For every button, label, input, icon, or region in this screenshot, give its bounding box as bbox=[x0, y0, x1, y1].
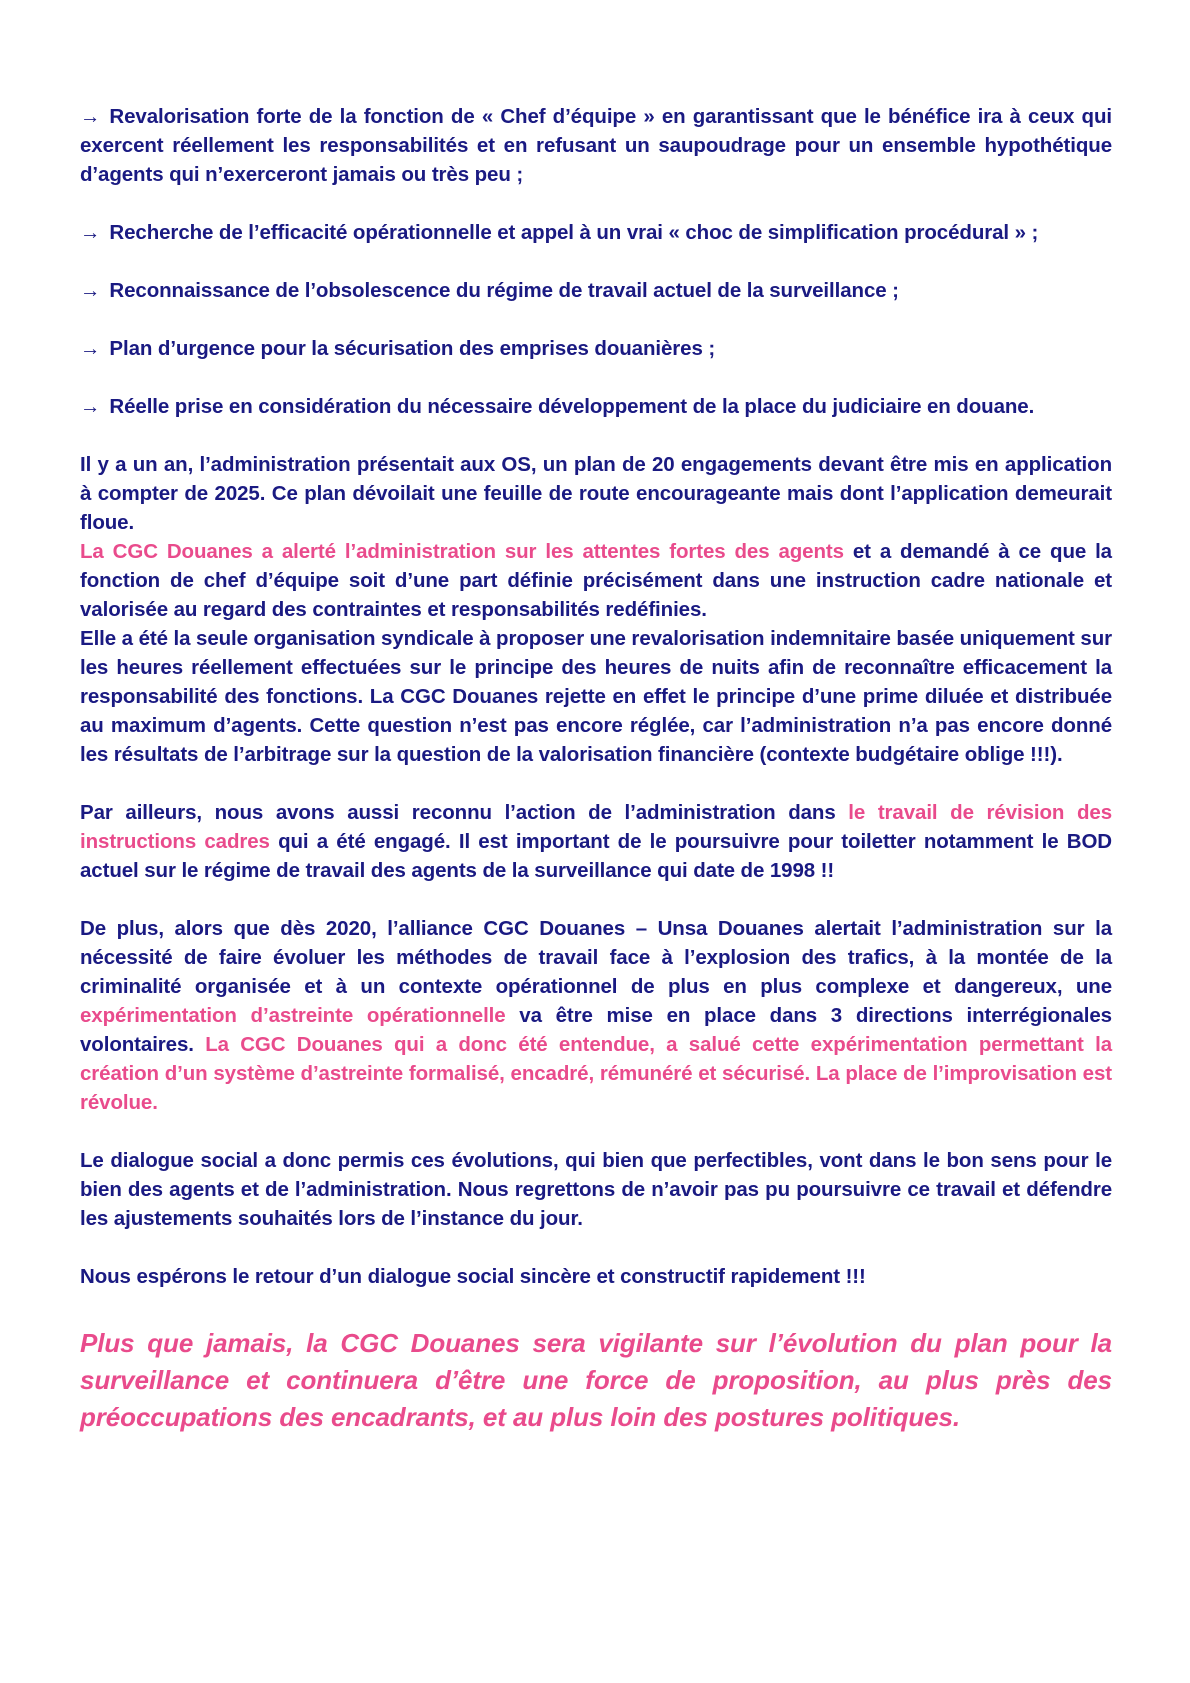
bullet-text: Réelle prise en considération du nécessaire développement de la place du judiciaire en douane. bbox=[109, 395, 1035, 418]
closing-statement bbox=[80, 1325, 1112, 1436]
text-run: va être mise en place dans 3 directions interrégionales volontaires. bbox=[80, 1004, 1112, 1056]
paragraph-dialogue bbox=[80, 1146, 1112, 1233]
paragraph-indemnity bbox=[80, 624, 1112, 769]
paragraph-alert bbox=[80, 537, 1112, 624]
bullet-text: Reconnaissance de l’obsolescence du régime de travail actuel de la surveillance ; bbox=[109, 279, 899, 302]
arrow-bullet-icon: → bbox=[80, 395, 101, 418]
text-run: Le dialogue social a donc permis ces évolutions, qui bien que perfectibles, vont dans le bon sens pour le bien des agents et de l’administration. Nous regrettons de n’avoir pas pu poursuivre ce travail et défendre les ajustements souhaités lors de l’instance du jour. bbox=[80, 1149, 1112, 1230]
text-run-closing: Plus que jamais, la CGC Douanes sera vigilante sur l’évolution du plan pour la surveillance et continuera d’être une force de proposition, au plus près des préoccupations des encadrants, et au plus loin des postures politiques. bbox=[80, 1328, 1112, 1432]
paragraph-espoir bbox=[80, 1262, 1112, 1291]
text-run: qui a été engagé. Il est important de le poursuivre pour toiletter notamment le BOD actuel sur le régime de travail des agents de la surveillance qui date de 1998 !! bbox=[80, 830, 1113, 882]
arrow-bullet-icon: → bbox=[80, 105, 101, 128]
arrow-bullet-icon: → bbox=[80, 221, 101, 244]
bullet-item bbox=[80, 334, 1112, 363]
text-run-highlight: La CGC Douanes a alerté l’administration sur les attentes fortes des agents bbox=[80, 540, 844, 563]
bullet-item bbox=[80, 218, 1112, 247]
arrow-bullet-icon: → bbox=[80, 337, 101, 360]
bullet-text: Plan d’urgence pour la sécurisation des emprises douanières ; bbox=[109, 337, 716, 360]
paragraph-intro bbox=[80, 450, 1112, 537]
text-run: Il y a un an, l’administration présentait aux OS, un plan de 20 engagements devant être mis en application à compter de 2025. Ce plan dévoilait une feuille de route encourageante mais dont l’application demeurait floue. bbox=[80, 453, 1112, 534]
paragraph-astreinte bbox=[80, 914, 1112, 1117]
bullet-text: Recherche de l’efficacité opérationnelle et appel à un vrai « choc de simplification procédural » ; bbox=[109, 221, 1039, 244]
arrow-bullet-icon: → bbox=[80, 279, 101, 302]
text-run-highlight: expérimentation d’astreinte opérationnelle bbox=[80, 1004, 506, 1027]
text-run: De plus, alors que dès 2020, l’alliance CGC Douanes – Unsa Douanes alertait l’administration sur la nécessité de faire évoluer les méthodes de travail face à l’explosion des trafics, à la montée de la criminalité organisée et à un contexte opérationnel de plus en plus complexe et dangereux, une bbox=[80, 917, 1112, 998]
bullet-item bbox=[80, 102, 1112, 189]
text-run-highlight: La CGC Douanes qui a donc été entendue, a salué cette expérimentation permettant la création d’un système d’astreinte formalisé, encadré, rémunéré et sécurisé. La place de l’improvisation est révolue. bbox=[80, 1033, 1112, 1114]
bullet-text: Revalorisation forte de la fonction de « Chef d’équipe » en garantissant que le bénéfice ira à ceux qui exercent réellement les responsabilités et en refusant un saupoudrage pour un ensemble hypothétique d’agents qui n’exerceront jamais ou très peu ; bbox=[80, 105, 1112, 186]
text-run: Elle a été la seule organisation syndicale à proposer une revalorisation indemnitaire basée uniquement sur les heures réellement effectuées sur le principe des heures de nuits afin de reconnaître efficacement la responsabilité des fonctions. La CGC Douanes rejette en effet le principe d’une prime diluée et distribuée au maximum d’agents. Cette question n’est pas encore réglée, car l’administration n’a pas encore donné les résultats de l’arbitrage sur la question de la valorisation financière (contexte budgétaire oblige !!!). bbox=[80, 627, 1112, 766]
paragraph-revision bbox=[80, 798, 1112, 885]
text-run: et a demandé à ce que la fonction de chef d’équipe soit d’une part définie précisément dans une instruction cadre nationale et valorisée au regard des contraintes et responsabilités redéfinies. bbox=[80, 540, 1112, 621]
bullet-item bbox=[80, 276, 1112, 305]
text-run-highlight: le travail de révision des instructions cadres bbox=[80, 801, 1113, 853]
text-run: Par ailleurs, nous avons aussi reconnu l’action de l’administration dans bbox=[80, 801, 849, 824]
text-run: Nous espérons le retour d’un dialogue social sincère et constructif rapidement !!! bbox=[80, 1265, 866, 1288]
bullet-item bbox=[80, 392, 1112, 421]
